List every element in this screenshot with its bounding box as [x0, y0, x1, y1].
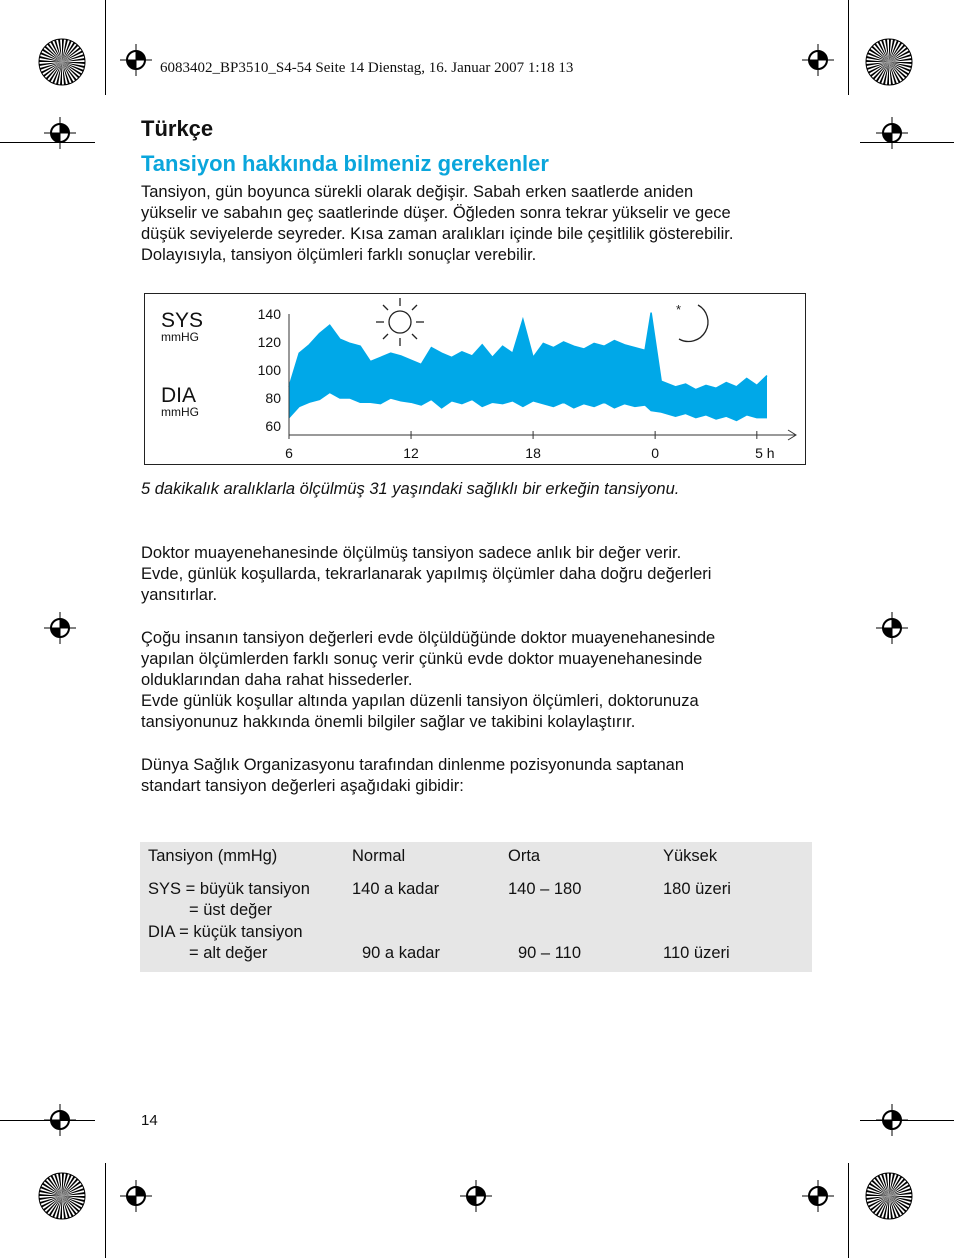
paragraph-who-standards [141, 755, 821, 797]
registration-crosshair-icon [876, 612, 908, 644]
registration-crosshair-icon [44, 612, 76, 644]
page-number: 14 [141, 1112, 158, 1129]
registration-crosshair-icon [44, 1104, 76, 1136]
y-tick-label: 120 [257, 334, 281, 350]
paragraph-home-measurement [141, 628, 821, 733]
color-starburst-icon [38, 38, 86, 86]
intro-paragraph [141, 182, 821, 266]
table-cell: 140 – 180 [508, 880, 582, 898]
paragraph-line: Dünya Sağlık Organizasyonu tarafından dinlenme pozisyonunda saptanan [141, 756, 685, 774]
x-tick-label: 6 [285, 445, 293, 461]
dia-label: DIA [161, 384, 197, 407]
chart-canvas [145, 294, 807, 466]
registration-crosshair-icon [44, 117, 76, 149]
x-tick-label: 5 h [755, 445, 775, 461]
intro-line: düşük seviyelerde seyreder. Kısa zaman aralıkları içinde bile çeşitlilik gösterebilir. [141, 225, 734, 243]
y-tick-label: 60 [265, 418, 281, 434]
dia-unit: mmHG [161, 405, 199, 419]
paragraph-line: yansıtırlar. [141, 586, 218, 604]
paragraph-doctor-measurement [141, 543, 821, 606]
registration-crosshair-icon [802, 1180, 834, 1212]
table-row-label: = üst değer [189, 901, 273, 919]
language-heading: Türkçe [141, 116, 214, 141]
registration-crosshair-icon [876, 1104, 908, 1136]
y-tick-label: 100 [257, 362, 281, 378]
x-tick-label: 18 [525, 445, 541, 461]
table-header-cell: Yüksek [663, 847, 718, 865]
crop-line [105, 0, 106, 95]
registration-crosshair-icon [120, 1180, 152, 1212]
y-tick-label: 80 [265, 390, 281, 406]
x-tick-label: 0 [651, 445, 660, 461]
table-row-label: = alt değer [189, 944, 268, 962]
table-cell: 140 a kadar [352, 880, 440, 898]
registration-crosshair-icon [876, 117, 908, 149]
table-row-label: DIA = küçük tansiyon [148, 923, 303, 941]
paragraph-line: standart tansiyon değerleri aşağıdaki gibidir: [141, 777, 464, 795]
x-tick-label: 12 [403, 445, 419, 461]
paragraph-line: Çoğu insanın tansiyon değerleri evde ölçüldüğünde doktor muayenehanesinde [141, 629, 716, 647]
blood-pressure-chart [144, 293, 806, 465]
svg-text:*: * [676, 302, 682, 317]
paragraph-line: yapılan ölçümlerden farklı sonuç verir çünkü evde doktor muayenehanesinde [141, 650, 703, 668]
registration-crosshair-icon [460, 1180, 492, 1212]
color-starburst-icon [38, 1172, 86, 1220]
intro-line: yükselir ve sabahın geç saatlerinde düşer. Öğleden sonra tekrar yükselir ve gece [141, 204, 731, 222]
sys-unit: mmHG [161, 330, 199, 344]
registration-crosshair-icon [802, 44, 834, 76]
crop-line [848, 0, 849, 95]
y-tick-label: 140 [257, 306, 281, 322]
paragraph-line: olduklarından daha rahat hissederler. [141, 671, 413, 689]
crop-line [105, 1163, 106, 1258]
color-starburst-icon [865, 38, 913, 86]
table-header-cell: Normal [352, 847, 406, 865]
paragraph-line: Evde günlük koşullar altında yapılan düzenli tansiyon ölçümleri, doktorunuza [141, 692, 699, 710]
table-row-label: SYS = büyük tansiyon [148, 880, 310, 898]
table-cell: 110 üzeri [663, 944, 730, 962]
paragraph-line: Evde, günlük koşullarda, tekrarlanarak yapılmış ölçümler daha doğru değerleri [141, 565, 712, 583]
color-starburst-icon [865, 1172, 913, 1220]
paragraph-line: tansiyonunuz hakkında önemli bilgiler sağlar ve takibini kolaylaştırır. [141, 713, 636, 731]
table-cell: 90 a kadar [362, 944, 440, 962]
table-cell: 90 – 110 [518, 944, 582, 962]
intro-line: Dolayısıyla, tansiyon ölçümleri farklı sonuçlar verebilir. [141, 246, 537, 264]
section-title: Tansiyon hakkında bilmeniz gerekenler [141, 151, 549, 176]
table-cell: 180 üzeri [663, 880, 731, 898]
table-header-cell: Tansiyon (mmHg) [148, 847, 278, 865]
sys-label: SYS [161, 309, 204, 332]
paragraph-line: Doktor muayenehanesinde ölçülmüş tansiyon sadece anlık bir değer verir. [141, 544, 682, 562]
bp-classification-table [140, 842, 812, 972]
print-header: 6083402_BP3510_S4-54 Seite 14 Dienstag, 16. Januar 2007 1:18 13 [160, 60, 574, 76]
crop-line [848, 1163, 849, 1258]
chart-caption: 5 dakikalık aralıklarla ölçülmüş 31 yaşındaki sağlıklı bir erkeğin tansiyonu. [141, 480, 680, 498]
moon-icon [676, 302, 708, 341]
table-header-cell: Orta [508, 847, 541, 865]
sun-icon [376, 298, 424, 346]
registration-crosshair-icon [120, 44, 152, 76]
intro-line: Tansiyon, gün boyunca sürekli olarak değişir. Sabah erken saatlerde aniden [141, 183, 694, 201]
